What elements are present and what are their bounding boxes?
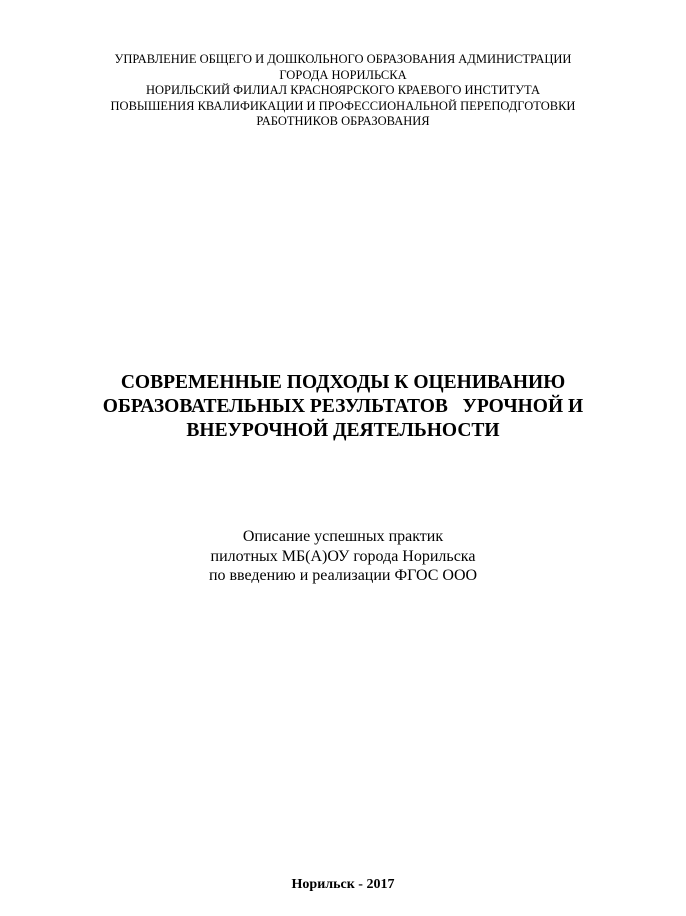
document-title <box>40 371 646 443</box>
place-and-year: Норильск - 2017 <box>291 877 395 892</box>
subtitle-line: Описание успешных практик <box>242 528 444 545</box>
header-line: ПОВЫШЕНИЯ КВАЛИФИКАЦИИ И ПРОФЕССИОНАЛЬНОЙ ПЕРЕПОДГОТОВКИ <box>110 98 576 113</box>
header-line: УПРАВЛЕНИЕ ОБЩЕГО И ДОШКОЛЬНОГО ОБРАЗОВАНИЯ АДМИНИСТРАЦИИ <box>114 52 572 66</box>
header-line: ГОРОДА НОРИЛЬСКА <box>279 67 407 82</box>
subtitle-line: по введению и реализации ФГОС ООО <box>208 567 478 584</box>
header-line: РАБОТНИКОВ ОБРАЗОВАНИЯ <box>256 114 430 128</box>
title-line: ВНЕУРОЧНОЙ ДЕЯТЕЛЬНОСТИ <box>186 420 500 441</box>
organization-header <box>40 52 646 130</box>
document-subtitle <box>40 527 646 586</box>
header-line: НОРИЛЬСКИЙ ФИЛИАЛ КРАСНОЯРСКОГО КРАЕВОГО ИНСТИТУТА <box>145 83 541 97</box>
title-line: СОВРЕМЕННЫЕ ПОДХОДЫ К ОЦЕНИВАНИЮ <box>120 372 566 393</box>
subtitle-line: пилотных МБ(А)ОУ города Норильска <box>210 547 476 565</box>
title-line: ОБРАЗОВАТЕЛЬНЫХ РЕЗУЛЬТАТОВ УРОЧНОЙ И <box>102 396 584 417</box>
